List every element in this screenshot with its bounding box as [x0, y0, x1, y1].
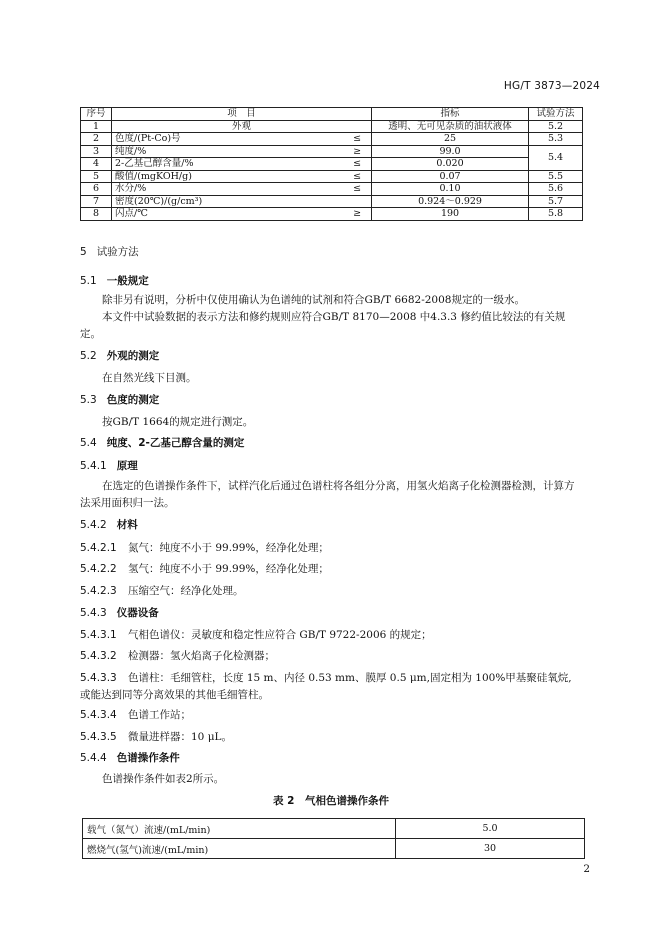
cell-symbol: ≤ — [319, 133, 371, 146]
section-title: 原理 — [116, 460, 138, 472]
list-item-continuation: 或能达到同等分离效果的其他毛细管柱。 — [80, 689, 269, 701]
cell-item: 2-乙基己醇含量/% — [112, 158, 320, 171]
item-text: 气相色谱仪：灵敏度和稳定性应符合 GB/T 9722-2006 的规定； — [128, 629, 432, 641]
cell-value: 0.020 — [372, 158, 529, 171]
item-text: 色谱柱：毛细管柱，长度 15 m、内径 0.53 mm、膜厚 0.5 μm,固定相为 100%甲基聚硅氧烷, — [128, 672, 572, 684]
cell-item: 酸值/(mgKOH/g) — [112, 170, 320, 183]
cell-value: 30 — [396, 839, 585, 859]
document-number: HG/T 3873—2024 — [503, 80, 600, 92]
section-title: 外观的测定 — [106, 350, 160, 362]
cell-no: 2 — [81, 133, 112, 146]
section-heading — [80, 435, 244, 450]
col-header-item: 项 目 — [112, 108, 372, 121]
table-row — [81, 183, 583, 196]
section-heading — [80, 517, 138, 532]
item-number: 5.4.2.3 — [80, 585, 117, 597]
cell-item: 外观 — [112, 120, 372, 133]
item-number: 5.4.2.2 — [80, 563, 117, 575]
cell-value: 透明、无可见杂质的油状液体 — [372, 120, 529, 133]
cell-value: 0.07 — [372, 170, 529, 183]
list-item — [80, 540, 329, 555]
paragraph: 在自然光线下目测。 — [102, 372, 197, 384]
cell-method: 5.4 — [529, 145, 583, 170]
cell-symbol: ≤ — [319, 183, 371, 196]
cell-no: 4 — [81, 158, 112, 171]
page-number: 2 — [583, 863, 590, 875]
section-title: 色度的测定 — [106, 394, 160, 406]
table-row — [81, 133, 583, 146]
section-heading — [80, 458, 138, 473]
cell-symbol: ≤ — [319, 170, 371, 183]
list-item — [80, 561, 329, 576]
item-number: 5.4.3.2 — [80, 650, 117, 662]
section-number: 5 — [80, 246, 87, 258]
cell-method: 5.6 — [529, 183, 583, 196]
cell-method: 5.2 — [529, 120, 583, 133]
paragraph: 除非另有说明，分析中仅使用确认为色谱纯的试剂和符合GB/T 6682-2008规定的一级水。 — [102, 294, 525, 306]
cell-symbol: ≥ — [319, 145, 371, 158]
cell-no: 1 — [81, 120, 112, 133]
item-number: 5.4.3.3 — [80, 672, 117, 684]
section-title: 纯度、2-乙基己醇含量的测定 — [106, 437, 245, 449]
cell-label: 载气（氮气）流速/(mL/min) — [83, 819, 396, 839]
section-heading — [80, 750, 180, 765]
item-text: 压缩空气：经净化处理。 — [128, 585, 244, 597]
section-heading — [80, 605, 159, 620]
table-row — [81, 208, 583, 221]
cell-method: 5.3 — [529, 133, 583, 146]
cell-method: 5.8 — [529, 208, 583, 221]
cell-item: 色度/(Pt-Co)号 — [112, 133, 320, 146]
chromatography-conditions-table — [82, 818, 585, 859]
section-title: 试验方法 — [96, 246, 139, 258]
item-text: 检测器：氢火焰离子化检测器； — [128, 650, 275, 662]
section-number: 5.1 — [80, 275, 97, 287]
cell-item: 水分/% — [112, 183, 320, 196]
list-item — [80, 648, 275, 663]
item-text: 氮气：纯度不小于 99.99%，经净化处理； — [128, 542, 329, 554]
table-row — [81, 120, 583, 133]
section-number: 5.4.1 — [80, 460, 107, 472]
col-header-value: 指标 — [372, 108, 529, 121]
section-number: 5.3 — [80, 394, 97, 406]
table-caption: 表 2 气相色谱操作条件 — [273, 795, 389, 807]
section-heading — [80, 348, 159, 363]
section-title: 材料 — [116, 519, 138, 531]
table-row — [81, 145, 583, 158]
cell-value: 5.0 — [396, 819, 585, 839]
table-row — [81, 158, 583, 171]
section-number: 5.4.3 — [80, 607, 107, 619]
paragraph: 本文件中试验数据的表示方法和修约规则应符合GB/T 8170—2008 中4.3.3 修约值比较法的有关规定。 — [80, 311, 566, 340]
list-item — [80, 670, 572, 685]
section-title: 一般规定 — [106, 275, 149, 287]
cell-label: 燃烧气(氢气)流速/(mL/min) — [83, 839, 396, 859]
cell-no: 3 — [81, 145, 112, 158]
table-row — [83, 819, 585, 839]
cell-value: 25 — [372, 133, 529, 146]
item-number: 5.4.2.1 — [80, 542, 117, 554]
cell-no: 6 — [81, 183, 112, 196]
item-text: 氢气：纯度不小于 99.99%，经净化处理； — [128, 563, 329, 575]
list-item — [80, 583, 244, 598]
cell-value: 0.924～0.929 — [372, 195, 529, 208]
paragraph: 在选定的色谱操作条件下，试样汽化后通过色谱柱将各组分分离，用氢火焰离子化检测器检测，计算方法采用面积归一法。 — [80, 480, 575, 509]
section-heading — [80, 273, 149, 288]
section-heading — [80, 392, 159, 407]
item-text: 色谱工作站； — [128, 709, 191, 721]
cell-item: 纯度/% — [112, 145, 320, 158]
item-number: 5.4.3.4 — [80, 709, 117, 721]
item-number: 5.4.3.5 — [80, 731, 117, 743]
cell-item: 密度(20℃)/(g/cm³) — [112, 195, 372, 208]
cell-symbol: ≤ — [319, 158, 371, 171]
cell-value: 99.0 — [372, 145, 529, 158]
item-text: 微量进样器：10 μL。 — [128, 731, 232, 743]
list-item — [80, 627, 432, 642]
cell-symbol: ≥ — [319, 208, 371, 221]
cell-no: 5 — [81, 170, 112, 183]
section-number: 5.4.4 — [80, 752, 107, 764]
item-number: 5.4.3.1 — [80, 629, 117, 641]
section-heading — [80, 244, 139, 259]
list-item — [80, 707, 191, 722]
section-number: 5.4 — [80, 437, 97, 449]
cell-value: 0.10 — [372, 183, 529, 196]
col-header-method: 试验方法 — [529, 108, 583, 121]
cell-method: 5.5 — [529, 170, 583, 183]
table-header-row — [81, 108, 583, 121]
section-title: 仪器设备 — [116, 607, 159, 619]
list-item — [80, 729, 232, 744]
cell-method: 5.7 — [529, 195, 583, 208]
table-row — [81, 195, 583, 208]
section-number: 5.2 — [80, 350, 97, 362]
cell-no: 7 — [81, 195, 112, 208]
cell-item: 闪点/℃ — [112, 208, 320, 221]
col-header-no: 序号 — [81, 108, 112, 121]
table-row — [83, 839, 585, 859]
paragraph: 按GB/T 1664的规定进行测定。 — [102, 416, 254, 428]
cell-value: 190 — [372, 208, 529, 221]
section-number: 5.4.2 — [80, 519, 107, 531]
specification-table — [80, 107, 583, 221]
cell-no: 8 — [81, 208, 112, 221]
table-row — [81, 170, 583, 183]
section-title: 色谱操作条件 — [116, 752, 180, 764]
paragraph: 色谱操作条件如表2所示。 — [102, 773, 225, 785]
